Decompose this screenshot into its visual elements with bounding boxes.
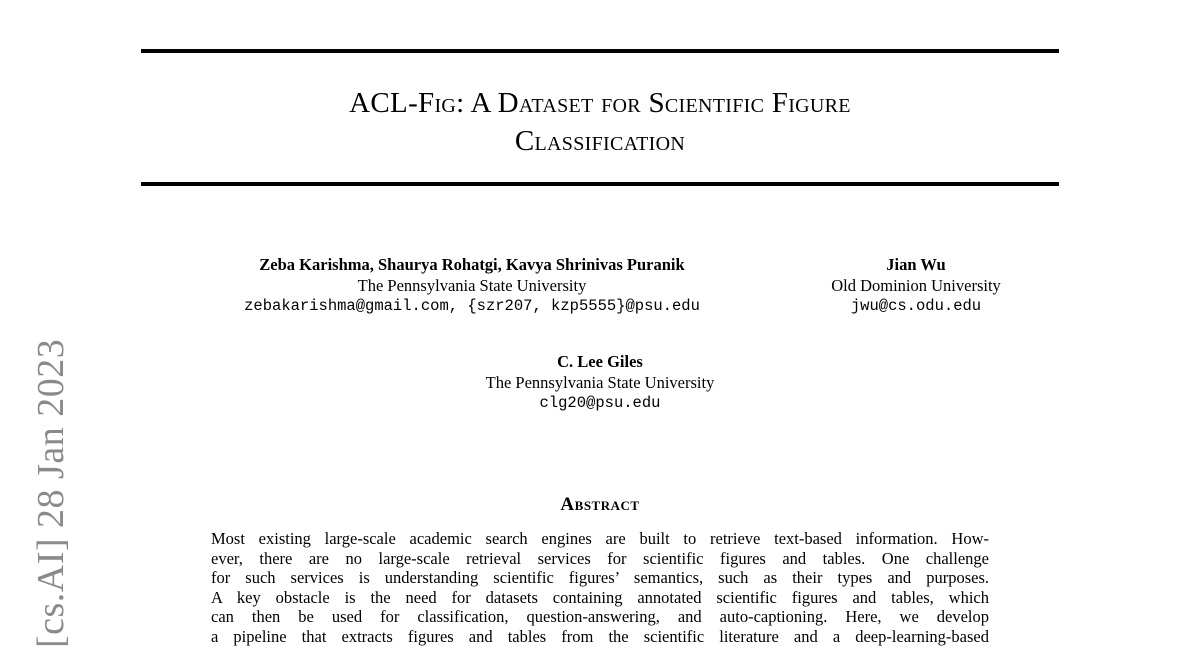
paper-title [141,84,1059,160]
author-block-lee-giles [400,351,800,414]
author-affiliation: The Pennsylvania State University [357,276,587,295]
abstract-line: A key obstacle is the need for datasets containing annotated scientific figures and tables, which [211,587,989,607]
paper-title-line-1: ACL-Fig: A Dataset for Scientific Figure [349,87,851,119]
abstract-line: can then be used for classification, question-answering, and auto-captioning. Here, we develop [211,607,989,626]
author-names: Jian Wu [886,255,946,274]
abstract-line: a pipeline that extracts figures and tables from the scientific literature and a deep-learning-based [211,626,989,646]
author-names: Zeba Karishma, Shaurya Rohatgi, Kavya Shrinivas Puranik [259,255,685,274]
author-email[interactable]: jwu@cs.odu.edu [850,297,982,315]
author-affiliation: The Pennsylvania State University [485,373,715,392]
author-block-jian-wu [800,254,1032,317]
abstract-body [211,529,989,646]
author-email[interactable]: zebakarishma@gmail.com, {szr207, kzp5555}@psu.edu [244,297,700,315]
title-top-rule [141,49,1059,53]
author-names: C. Lee Giles [557,352,643,371]
author-affiliation: Old Dominion University [831,276,1001,295]
author-email[interactable]: clg20@psu.edu [539,394,661,412]
paper-title-line-2: Classification [514,125,686,157]
abstract-line: Most existing large-scale academic search engines are built to retrieve text-based information. How- [211,529,989,548]
title-bottom-rule [141,182,1059,186]
abstract-heading: Abstract [560,494,640,515]
abstract-line: ever, there are no large-scale retrieval services for scientific figures and tables. One challenge [211,548,989,568]
arxiv-side-stamp: [cs.AI] 28 Jan 2023 [30,338,72,648]
author-block-penn-state-students [180,254,764,317]
abstract-line: for such services is understanding scientific figures’ semantics, such as their types and purposes. [211,568,989,587]
